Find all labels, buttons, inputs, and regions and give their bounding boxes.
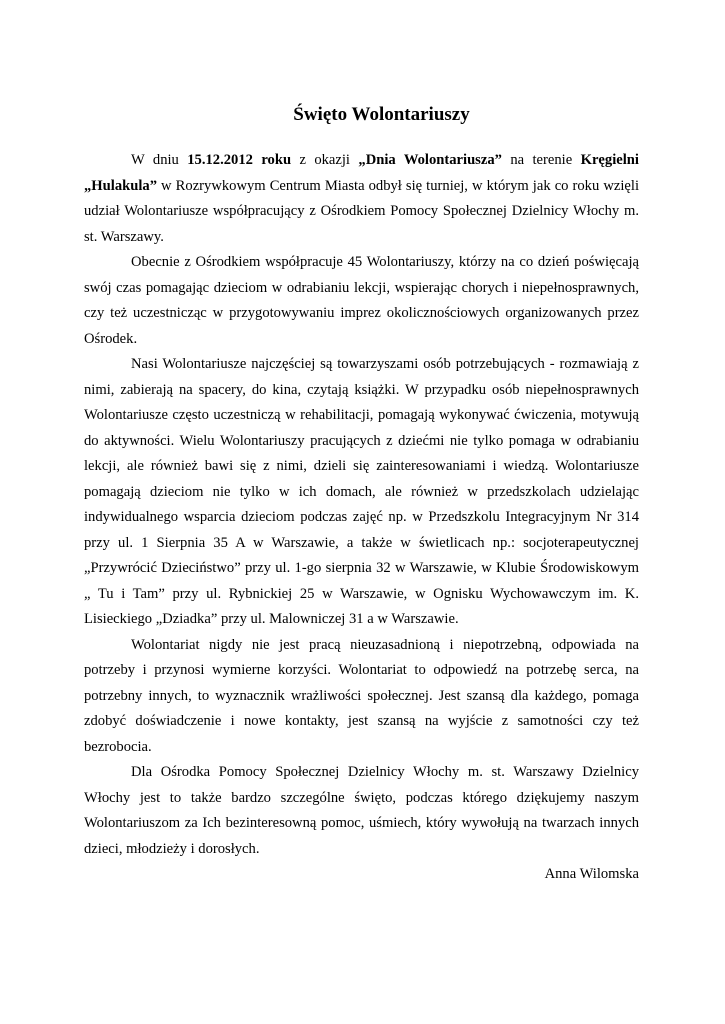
paragraph-5: Dla Ośrodka Pomocy Społecznej Dzielnicy Włochy m. st. Warszawy Dzielnicy Włochy jest to także bardzo szczególne święto, podczas którego dziękujemy naszym Wolontariuszom za Ich bezinteresowną pomoc, uśmiech, który wywołują na twarzach innych dzieci, młodzieży i dorosłych. (84, 764, 639, 857)
event-venue: Kręgielni „Hulakula” (84, 152, 639, 194)
event-date: 15.12.2012 roku (187, 152, 292, 168)
paragraph-1-text-c: na terenie (501, 152, 581, 168)
event-name: „Dnia Wolontariusza” (358, 152, 502, 168)
paragraph-3: Nasi Wolontariusze najczęściej są towarzyszami osób potrzebujących - rozmawiają z nimi, zabierają na spacery, do kina, czytają książki. W przypadku osób niepełnosprawnych Wolontariusze często uczestniczą w rehabilitacji, pomagają wykonywać ćwiczenia, motywują do aktywności. Wielu Wolontariuszy pracujących z dziećmi nie tylko pomaga w odrabianiu lekcji, ale również bawi się z nimi, dzieli się zainteresowaniami i wiedzą. Wolontariusze pomagają dzieciom nie tylko w ich domach, ale również w przedszkolach udzielając indywidualnego wsparcia dzieciom podczas zajęć np. w Przedszkolu Integracyjnym Nr 314 przy ul. 1 Sierpnia 35 A w Warszawie, a także w świetlicach np.: socjoterapeutycznej „Przywrócić Dzieciństwo” przy ul. 1-go sierpnia 32 w Warszawie, w Klubie Środowiskowym „ Tu i Tam” przy ul. Rybnickiej 25 w Warszawie, w Ognisku Wychowawczym im. K. Lisieckiego „Dziadka” przy ul. Malowniczej 31 a w Warszawie. (84, 356, 639, 627)
paragraph-1 (84, 148, 639, 250)
paragraph-1-text-b: z okazji (291, 152, 359, 168)
paragraph-4: Wolontariat nigdy nie jest pracą nieuzasadnioną i niepotrzebną, odpowiada na potrzeby i przynosi wymierne korzyści. Wolontariat to odpowiedź na potrzebę serca, na potrzebny innych, to wyznacznik wrażliwości społecznej. Jest szansą dla każdego, pomaga zdobyć doświadczenie i nowe kontakty, jest szansą na wyjście z samotności czy też bezrobocia. (84, 636, 639, 755)
paragraph-1-text-d: w Rozrywkowym Centrum Miasta odbył się turniej, w którym jak co roku wzięli udział Wolontariusze współpracujący z Ośrodkiem Pomocy Społecznej Dzielnicy Włochy m. st. Warszawy. (84, 177, 639, 245)
paragraph-2: Obecnie z Ośrodkiem współpracuje 45 Wolontariuszy, którzy na co dzień poświęcają swój czas pomagając dzieciom w odrabianiu lekcji, wspierając chorych i niepełnosprawnych, czy też uczestnicząc w przygotowywaniu imprez okolicznościowych organizowanych przez Ośrodek. (84, 254, 639, 347)
paragraph-1-text-a: W dniu (131, 152, 188, 168)
signature: Anna Wilomska (544, 866, 639, 882)
document-page (84, 102, 639, 888)
document-title: Święto Wolontariuszy (293, 104, 470, 125)
